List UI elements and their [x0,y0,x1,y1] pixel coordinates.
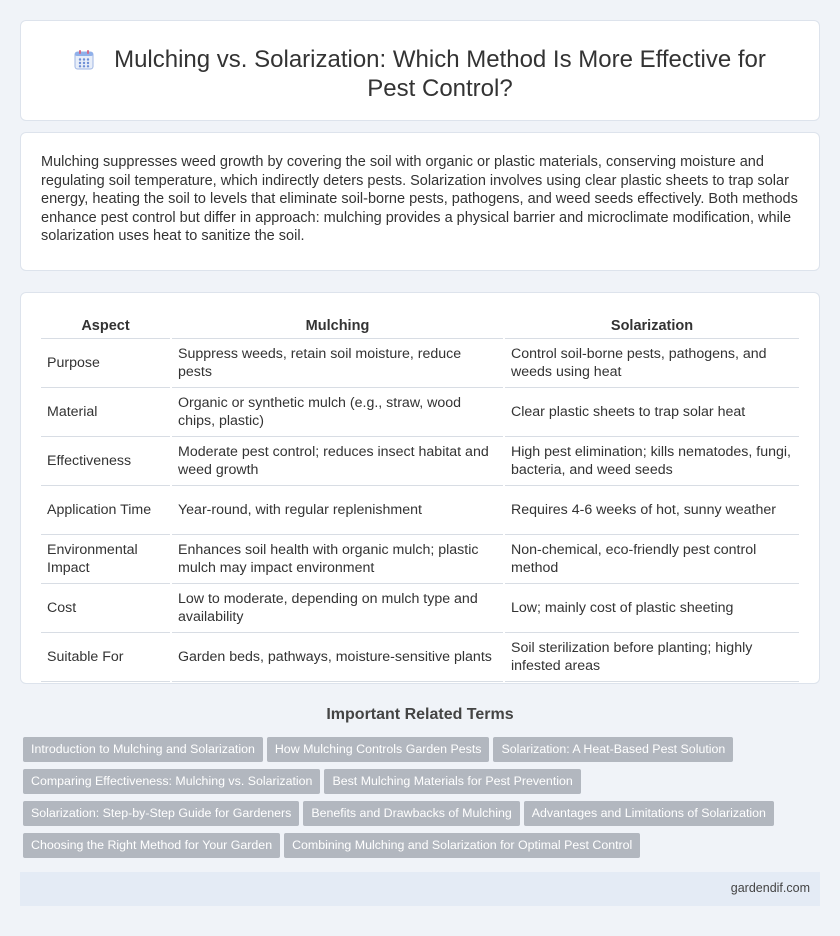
table-cell: Low; mainly cost of plastic sheeting [504,583,799,632]
comparison-table-card [20,292,820,684]
table-row [41,338,799,387]
header-aspect: Aspect [41,317,171,338]
table-row [41,583,799,632]
table-cell: Application Time [41,485,171,534]
related-term-tag[interactable]: How Mulching Controls Garden Pests [267,737,490,762]
table-cell: Clear plastic sheets to trap solar heat [504,387,799,436]
table-cell: Moderate pest control; reduces insect habitat and weed growth [171,436,504,485]
table-cell: Purpose [41,338,171,387]
related-term-tag[interactable]: Advantages and Limitations of Solarization [524,801,774,826]
intro-paragraph: Mulching suppresses weed growth by covering the soil with organic or plastic materials, conserving moisture and regulating soil temperature, which indirectly deters pests. Solarization involves using clear plastic sheets to trap solar energy, heating the soil to levels that eliminate soil-borne pests, pathogens, and weed seeds effectively. Both methods enhance pest control but differ in approach: mulching provides a physical barrier and microclimate modification, while solarization uses heat to sanitize the soil. [41,154,798,245]
table-row [41,387,799,436]
table-cell: Suppress weeds, retain soil moisture, reduce pests [171,338,504,387]
calendar-grid-icon [73,49,95,71]
related-terms-heading: Important Related Terms [326,706,514,723]
table-row [41,534,799,583]
related-term-tag[interactable]: Best Mulching Materials for Pest Prevention [324,769,580,794]
table-cell: Control soil-borne pests, pathogens, and weeds using heat [504,338,799,387]
page-title: Mulching vs. Solarization: Which Method Is More Effective for Pest Control? [114,46,766,102]
table-cell: Requires 4-6 weeks of hot, sunny weather [504,485,799,534]
title-wrap [21,45,819,103]
table-cell: Soil sterilization before planting; highly infested areas [504,632,799,681]
table-cell: Cost [41,583,171,632]
table-cell: Enhances soil health with organic mulch; plastic mulch may impact environment [171,534,504,583]
table-cell: Material [41,387,171,436]
header-solarization: Solarization [504,317,799,338]
related-term-tag[interactable]: Solarization: Step-by-Step Guide for Gardeners [23,801,299,826]
tag-row [23,737,803,769]
related-term-tag[interactable]: Benefits and Drawbacks of Mulching [303,801,519,826]
table-cell: Effectiveness [41,436,171,485]
table-cell: Low to moderate, depending on mulch type and availability [171,583,504,632]
header-mulching: Mulching [171,317,504,338]
table-cell: Organic or synthetic mulch (e.g., straw, wood chips, plastic) [171,387,504,436]
table-cell: Year-round, with regular replenishment [171,485,504,534]
tag-row [23,769,803,801]
table-row [41,632,799,681]
table-row [41,436,799,485]
table-header-row [41,317,799,338]
related-term-tag[interactable]: Introduction to Mulching and Solarization [23,737,263,762]
related-terms-list [23,737,803,865]
related-term-tag[interactable]: Combining Mulching and Solarization for Optimal Pest Control [284,833,640,858]
tag-row [23,801,803,833]
table-cell: High pest elimination; kills nematodes, fungi, bacteria, and weed seeds [504,436,799,485]
comparison-table [41,317,799,682]
intro-card [20,132,820,271]
related-term-tag[interactable]: Solarization: A Heat-Based Pest Solution [493,737,733,762]
table-row [41,485,799,534]
tag-row [23,833,803,865]
table-cell: Environmental Impact [41,534,171,583]
related-term-tag[interactable]: Comparing Effectiveness: Mulching vs. Solarization [23,769,320,794]
related-term-tag[interactable]: Choosing the Right Method for Your Garden [23,833,280,858]
footer-site-link[interactable]: gardendif.com [730,881,810,895]
table-cell: Garden beds, pathways, moisture-sensitive plants [171,632,504,681]
table-cell: Non-chemical, eco-friendly pest control method [504,534,799,583]
footer-bar [20,872,820,906]
header-card [20,20,820,121]
table-cell: Suitable For [41,632,171,681]
